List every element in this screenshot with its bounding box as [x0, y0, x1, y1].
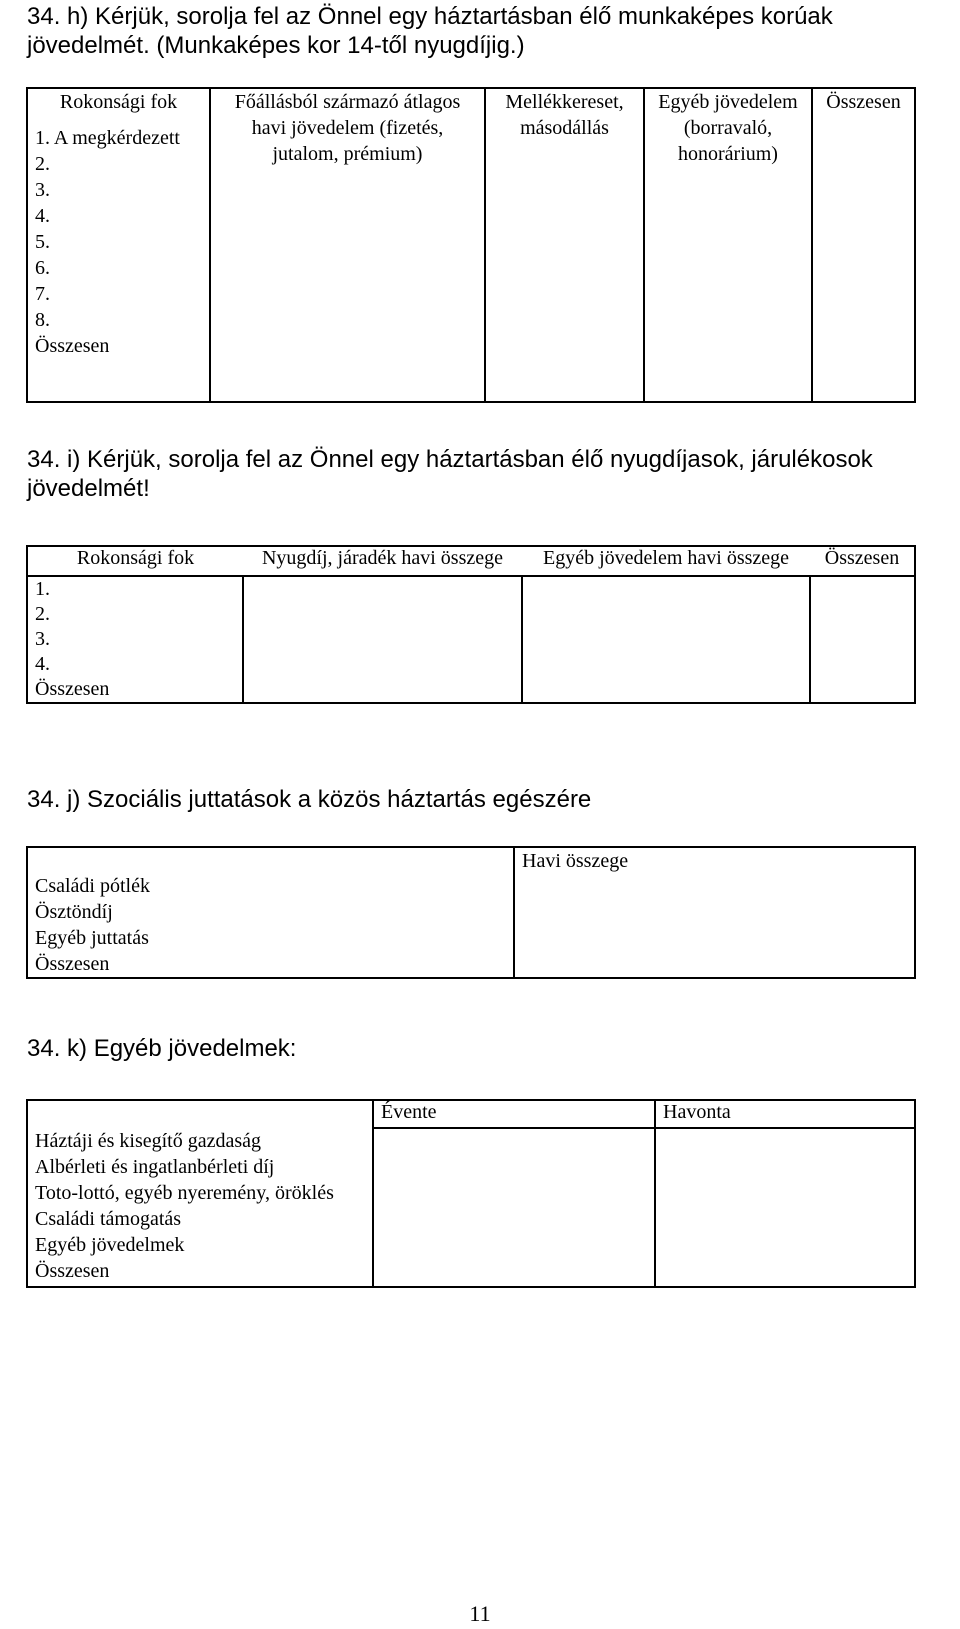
table-i-row-labels — [27, 576, 243, 703]
table-h-row: 5. — [35, 231, 50, 253]
table-j-row-total: Összesen — [35, 953, 110, 975]
table-j — [26, 846, 916, 979]
header-yearly: Évente — [373, 1100, 655, 1128]
table-i — [26, 545, 916, 704]
page-number: 11 — [469, 1601, 491, 1626]
header-other-income: Egyéb jövedelem havi összege — [522, 546, 810, 576]
table-h-relation-column — [27, 88, 210, 402]
section-j-title: 34. j) Szociális juttatások a közös háztartás egészére — [27, 786, 592, 813]
section-h-title-line2: jövedelmét. (Munkaképes kor 14-től nyugdíjig.) — [27, 32, 525, 59]
section-h-title-line1: 34. h) Kérjük, sorolja fel az Önnel egy háztartásban élő munkaképes korúak — [27, 3, 833, 30]
header-relation: Rokonsági fok — [59, 91, 178, 113]
table-h-row-labels — [28, 125, 209, 359]
table-j-row: Családi pótlék — [35, 875, 150, 897]
header-other-income[interactable]: Egyéb jövedelem (borravaló, honorárium) — [644, 88, 812, 402]
table-h — [26, 87, 916, 403]
header-monthly-amount: Havi összege — [522, 850, 629, 872]
header-main-income[interactable]: Főállásból származó átlagos havi jövedelem (fizetés, jutalom, prémium) — [210, 88, 485, 402]
table-k-row: Egyéb jövedelmek — [35, 1234, 185, 1256]
table-h-row: 6. — [35, 257, 50, 279]
other-income-input-cell[interactable] — [522, 576, 810, 703]
table-k-row-total: Összesen — [35, 1260, 110, 1282]
monthly-input-cell[interactable] — [655, 1128, 915, 1287]
table-h-row: 1. A megkérdezett — [35, 127, 180, 149]
table-i-row: 2. — [35, 603, 50, 625]
table-k-row: Albérleti és ingatlanbérleti díj — [35, 1156, 275, 1178]
section-i-title-line1: 34. i) Kérjük, sorolja fel az Önnel egy háztartásban élő nyugdíjasok, járulékosok — [27, 446, 873, 473]
section-i-title — [27, 445, 873, 503]
table-h-row: 8. — [35, 309, 50, 331]
table-h-row: 7. — [35, 283, 50, 305]
table-h-row: 2. — [35, 153, 50, 175]
total-input-cell[interactable] — [810, 576, 915, 703]
table-i-row: 3. — [35, 628, 50, 650]
table-j-row-labels — [27, 847, 514, 978]
monthly-amount-cell[interactable] — [514, 847, 915, 978]
header-side-job[interactable]: Mellékkereset, másodállás — [485, 88, 644, 402]
table-i-row: 4. — [35, 653, 50, 675]
table-k — [26, 1099, 916, 1288]
table-h-row-total: Összesen — [35, 335, 110, 357]
table-j-row: Ösztöndíj — [35, 901, 113, 923]
header-pension: Nyugdíj, járadék havi összege — [243, 546, 522, 576]
table-i-row-total: Összesen — [35, 678, 110, 700]
header-total: Összesen — [810, 546, 915, 576]
table-k-row: Háztáji és kisegítő gazdaság — [35, 1130, 262, 1152]
table-j-row: Egyéb juttatás — [35, 927, 149, 949]
section-h-title — [27, 2, 833, 60]
header-total[interactable]: Összesen — [812, 88, 915, 402]
table-h-row: 3. — [35, 179, 50, 201]
yearly-input-cell[interactable] — [373, 1128, 655, 1287]
header-relation: Rokonsági fok — [27, 546, 243, 576]
table-i-row: 1. — [35, 578, 50, 600]
table-k-row: Toto-lottó, egyéb nyeremény, öröklés — [35, 1182, 334, 1204]
header-monthly: Havonta — [655, 1100, 915, 1128]
section-k-title: 34. k) Egyéb jövedelmek: — [27, 1035, 297, 1062]
section-i-title-line2: jövedelmét! — [27, 475, 150, 502]
table-k-row: Családi támogatás — [35, 1208, 182, 1230]
table-k-row-labels — [27, 1128, 373, 1287]
pension-input-cell[interactable] — [243, 576, 522, 703]
table-h-row: 4. — [35, 205, 50, 227]
